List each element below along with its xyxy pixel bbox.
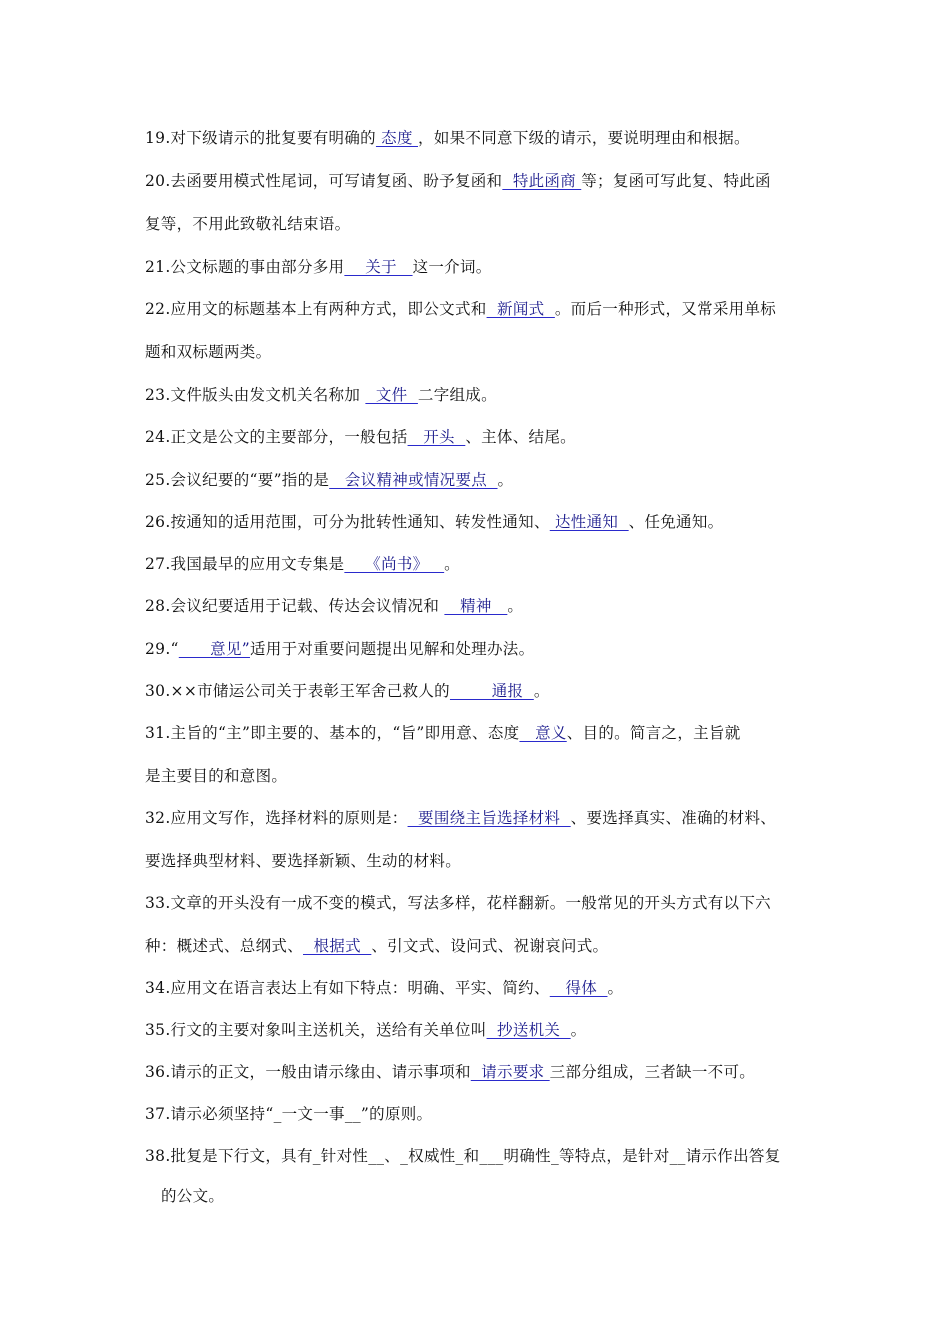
text-line bbox=[145, 214, 815, 234]
text-line bbox=[145, 385, 815, 405]
text-line bbox=[161, 1186, 831, 1206]
answer-blank: 要围绕主旨选择材料 bbox=[407, 809, 571, 827]
question-text: 29.“ bbox=[145, 640, 179, 658]
question-text: 30.××市储运公司关于表彰王军舍己救人的 bbox=[145, 682, 450, 700]
question-text: 等；复函可写此复、特此函 bbox=[581, 172, 771, 190]
answer-blank: 新闻式 bbox=[486, 300, 555, 318]
text-line bbox=[145, 1146, 815, 1166]
question-text: 25.会议纪要的“要”指的是 bbox=[145, 471, 330, 489]
question-text: 。而后一种形式，又常采用单标 bbox=[554, 300, 777, 318]
text-line bbox=[145, 1104, 815, 1124]
answer-blank: 文件 bbox=[365, 386, 418, 404]
question-text: 、要选择真实、准确的材料、 bbox=[570, 809, 777, 827]
question-text: 、主体、结尾。 bbox=[465, 428, 576, 446]
question-text: 28.会议纪要适用于记载、传达会议情况和 bbox=[145, 597, 445, 615]
question-text: 36.请示的正文，一般由请示缘由、请示事项和 bbox=[145, 1063, 471, 1081]
question-text: 、引文式、设问式、祝谢哀问式。 bbox=[371, 937, 609, 955]
question-text: 题和双标题两类。 bbox=[145, 343, 272, 361]
question-text: 23.文件版头由发文机关名称加 bbox=[145, 386, 366, 404]
question-text: 20.去函要用模式性尾词，可写请复函、盼予复函和 bbox=[145, 172, 503, 190]
answer-blank: 特此函商 bbox=[502, 172, 582, 190]
question-text: 。 bbox=[533, 682, 550, 700]
text-line bbox=[145, 851, 815, 871]
question-text: 。 bbox=[607, 979, 624, 997]
question-text: 。 bbox=[497, 471, 514, 489]
answer-blank: 意义 bbox=[519, 724, 567, 742]
text-line bbox=[145, 554, 815, 574]
text-line bbox=[145, 596, 815, 616]
question-text: 31.主旨的“主”即主要的、基本的，“旨”即用意、态度 bbox=[145, 724, 520, 742]
question-text: 37.请示必须坚持“_一文一事__”的原则。 bbox=[145, 1105, 433, 1123]
question-text: 。 bbox=[444, 555, 460, 573]
text-line bbox=[145, 766, 815, 786]
question-text: 、任免通知。 bbox=[628, 513, 724, 531]
text-line bbox=[145, 1062, 815, 1082]
question-text: 。 bbox=[507, 597, 524, 615]
text-line bbox=[145, 936, 815, 956]
question-text: 27.我国最早的应用文专集是 bbox=[145, 555, 345, 573]
question-text: 这一介词。 bbox=[412, 258, 492, 276]
question-text: 要选择典型材料、要选择新颖、生动的材料。 bbox=[145, 852, 462, 870]
text-line bbox=[145, 639, 815, 659]
question-text: 22.应用文的标题基本上有两种方式，即公文式和 bbox=[145, 300, 487, 318]
text-line bbox=[145, 299, 815, 319]
question-text: 种：概述式、总纲式、 bbox=[145, 937, 304, 955]
text-line bbox=[145, 681, 815, 701]
question-text: 三部分组成，三者缺一不可。 bbox=[549, 1063, 756, 1081]
question-text: ，如果不同意下级的请示，要说明理由和根据。 bbox=[418, 129, 750, 147]
answer-blank: 精神 bbox=[444, 597, 508, 615]
question-text: 24.正文是公文的主要部分，一般包括 bbox=[145, 428, 408, 446]
text-line bbox=[145, 723, 815, 743]
text-line bbox=[145, 171, 815, 191]
question-text: 26.按通知的适用范围，可分为批转性通知、转发性通知、 bbox=[145, 513, 550, 531]
question-text: 38.批复是下行文，具有_针对性__、_权威性_和___明确性_等特点，是针对__请示作出答复 bbox=[145, 1147, 781, 1165]
answer-blank: 达性通知 bbox=[549, 513, 629, 531]
answer-blank: 关于 bbox=[344, 258, 413, 276]
text-line bbox=[145, 978, 815, 998]
question-text: 。 bbox=[570, 1021, 587, 1039]
answer-blank: 意见” bbox=[178, 640, 250, 658]
answer-blank: 会议精神或情况要点 bbox=[329, 471, 498, 489]
question-text: 19.对下级请示的批复要有明确的 bbox=[145, 129, 376, 147]
question-text: 33.文章的开头没有一成不变的模式，写法多样，花样翻新。一般常见的开头方式有以下六 bbox=[145, 894, 771, 912]
question-text: 35.行文的主要对象叫主送机关，送给有关单位叫 bbox=[145, 1021, 487, 1039]
answer-blank: 态度 bbox=[375, 129, 419, 147]
text-line bbox=[145, 1020, 815, 1040]
text-line bbox=[145, 427, 815, 447]
answer-blank: 得体 bbox=[549, 979, 608, 997]
question-text: 二字组成。 bbox=[417, 386, 497, 404]
text-line bbox=[145, 470, 815, 490]
text-line bbox=[145, 128, 815, 148]
text-line bbox=[145, 342, 815, 362]
text-line bbox=[145, 512, 815, 532]
question-text: 复等，不用此致敬礼结束语。 bbox=[145, 215, 351, 233]
answer-blank: 通报 bbox=[449, 682, 534, 700]
text-line bbox=[145, 808, 815, 828]
question-text: 21.公文标题的事由部分多用 bbox=[145, 258, 345, 276]
question-text: 32.应用文写作，选择材料的原则是： bbox=[145, 809, 408, 827]
text-line bbox=[145, 893, 815, 913]
answer-blank: 《尚书》 bbox=[344, 555, 445, 573]
answer-blank: 根据式 bbox=[303, 937, 372, 955]
answer-blank: 抄送机关 bbox=[486, 1021, 571, 1039]
question-text: 适用于对重要问题提出见解和处理办法。 bbox=[249, 640, 535, 658]
text-line bbox=[145, 257, 815, 277]
question-text: 、目的。简言之，主旨就 bbox=[566, 724, 741, 742]
question-text: 的公文。 bbox=[161, 1187, 225, 1205]
answer-blank: 请示要求 bbox=[470, 1063, 550, 1081]
question-text: 是主要目的和意图。 bbox=[145, 767, 288, 785]
answer-blank: 开头 bbox=[407, 428, 466, 446]
question-text: 34.应用文在语言表达上有如下特点：明确、平实、简约、 bbox=[145, 979, 550, 997]
